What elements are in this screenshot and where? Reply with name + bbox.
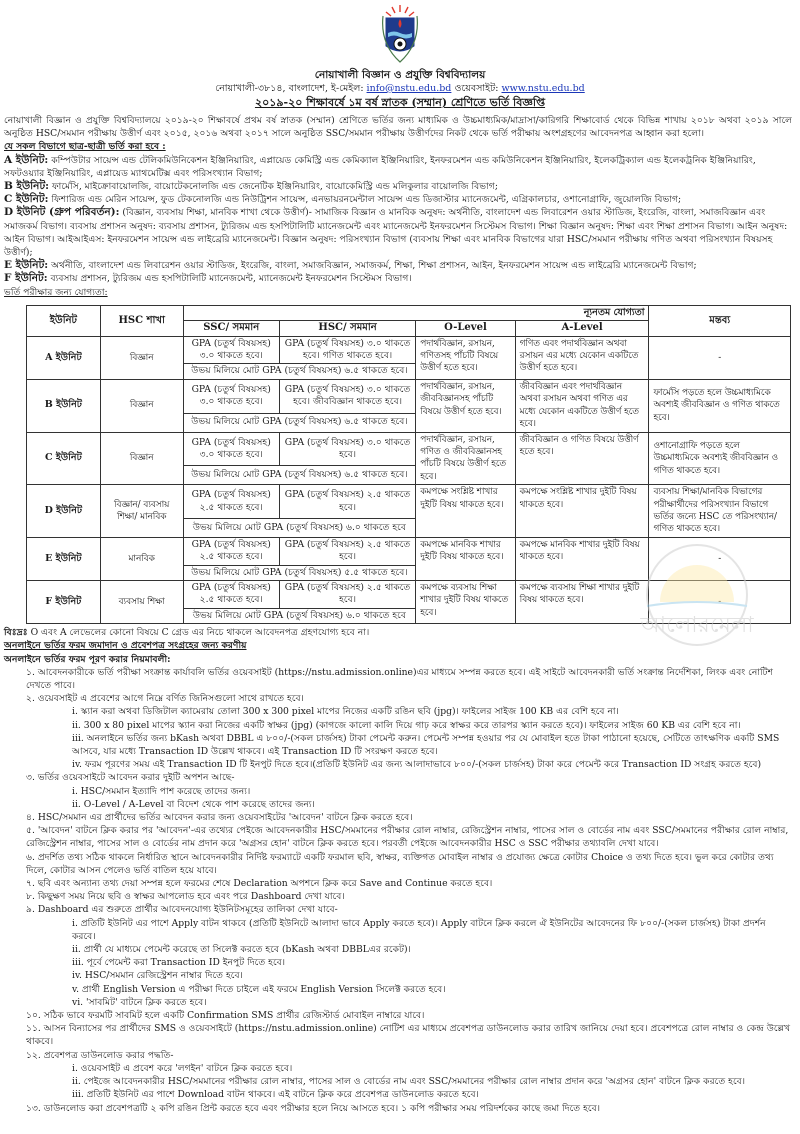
a-level-cell: কমপক্ষে সংশ্লিষ্ট শাখার দুইটি বিষয় থাকতে হবে।: [515, 485, 649, 538]
step-number: ৮.: [26, 891, 35, 903]
o-level-cell: কমপক্ষে মানবিক শাখার দুইটি বিষয় থাকতে হবে।: [416, 537, 515, 580]
watermark-text: আলোরমেলা: [640, 613, 754, 638]
header-remarks: মন্তব্য: [649, 305, 791, 336]
sub-step-text: প্রার্থী যে মাধ্যমে পেমেন্ট করেছে তা সিলেক্ট করতে হবে (bKash অথবা DBBLএর রকেট)।: [83, 944, 411, 956]
sub-step-number: iv.: [72, 759, 82, 771]
sub-step-item: [72, 732, 792, 758]
sub-step-text: HSC/সমমান ইত্যাদি পাশ করেছে তাদের জন্য।: [80, 785, 251, 797]
website-label: ওয়েবসাইট:: [454, 83, 502, 94]
unit-cell: C ইউনিট: [27, 432, 101, 485]
branch-cell: বিজ্ঞান: [100, 336, 183, 379]
sub-step-number: v.: [72, 983, 80, 995]
sub-step-list: [72, 705, 792, 771]
branch-cell: বিজ্ঞান/ ব্যবসায় শিক্ষা/ মানবিক: [100, 485, 183, 538]
sub-step-list: [72, 1062, 792, 1102]
sub-step-text: ওয়েবসাইট এ প্রবেশ করে 'লগইন' বাটনে ক্লিক করতে হবে।: [80, 1062, 293, 1074]
sub-step-number: i.: [72, 785, 78, 797]
step-text: প্রবেশপত্র ডাউনলোড করার পদ্ধতি-: [43, 1049, 174, 1061]
step-item: [26, 692, 792, 771]
unit-cell: B ইউনিট: [27, 379, 101, 432]
unit-f-label: F ইউনিট:: [4, 272, 48, 285]
step-number: ১১.: [26, 1023, 41, 1035]
combined-gpa-cell: উভয় মিলিয়ে মোট GPA (চতুর্থ বিষয়সহ) ৬.৫ থাকতে হবে।: [183, 466, 416, 485]
step-item: [26, 851, 792, 877]
sub-step-number: ii.: [72, 719, 81, 731]
combined-gpa-cell: উভয় মিলিয়ে মোট GPA (চতুর্থ বিষয়সহ) ৬.৫ থাকতে হবে।: [183, 413, 416, 432]
sub-step-text: ফরম পূরণের সময় এই Transaction ID টি ইনপুট দিতে হবে।(প্রতিটি ইউনিট এর জন্য আলাদাভাবে ৮০০/-(সকল চার্জসহ) টাকা করে পেমেন্ট করে Transaction ID সংগ্রহ করতে হবে): [84, 759, 762, 771]
unit-cell: E ইউনিট: [27, 537, 101, 580]
contact-line: [0, 82, 800, 95]
hsc-cell: GPA (চতুর্থ বিষয়সহ) ৩.০ থাকতে হবে। জীববিজ্ঞান থাকতে হবে।: [279, 379, 415, 413]
step-item: [26, 666, 792, 692]
remarks-cell: -: [649, 580, 791, 623]
unit-d-label: D ইউনিট (গ্রুপ পরিবর্তন):: [4, 206, 120, 219]
ssc-cell: GPA (চতুর্থ বিষয়সহ) ২.৫ থাকতে হবে।: [183, 537, 279, 565]
sub-step-list: [72, 917, 792, 1009]
university-name: নোয়াখালী বিজ্ঞান ও প্রযুক্তি বিশ্ববিদ্যালয়: [314, 69, 486, 81]
table-row: [27, 580, 791, 608]
step-item: [26, 1049, 792, 1102]
ssc-cell: GPA (চতুর্থ বিষয়সহ) ২.৫ থাকতে হবে।: [183, 580, 279, 608]
step-item: [26, 1022, 792, 1048]
sub-step-item: [72, 798, 792, 811]
branch-cell: ব্যবসায় শিক্ষা: [100, 580, 183, 623]
combined-gpa-cell: উভয় মিলিয়ে মোট GPA (চতুর্থ বিষয়সহ) ৬.০ থাকতে হবে: [183, 518, 416, 537]
sub-step-item: [72, 956, 792, 969]
sub-step-text: 'সাবমিট' বাটনে ক্লিক করতে হবে।: [85, 996, 207, 1008]
sub-step-text: HSC/সমমান রেজিস্ট্রেশন নাম্বার দিতে হবে।: [84, 970, 243, 982]
step-item: [26, 824, 792, 850]
header-o-level: O-Level: [416, 321, 515, 336]
hsc-cell: GPA (চতুর্থ বিষয়সহ) ২.৫ থাকতে হবে।: [279, 580, 415, 608]
step-text: Dashboard এর শুরুতে প্রার্থীর আবেদনযোগ্য ইউনিটসমূহের তালিকা দেখা যাবে-: [37, 904, 338, 916]
sub-step-number: iv.: [72, 970, 82, 982]
notice-header: [0, 4, 800, 110]
header-minimum: ন্যূনতম যোগ্যতা: [183, 305, 649, 320]
step-number: ১.: [26, 666, 35, 678]
sub-step-item: [72, 1088, 792, 1101]
steps-list: [26, 666, 792, 1115]
hsc-cell: GPA (চতুর্থ বিষয়সহ) ৩.০ থাকতে হবে। গণিত থাকতে হবে।: [279, 336, 415, 364]
o-level-cell: কমপক্ষে ব্যবসায় শিক্ষা শাখার দুইটি বিষয় থাকতে হবে।: [416, 580, 515, 623]
o-level-cell: কমপক্ষে সংশ্লিষ্ট শাখার দুইটি বিষয় থাকতে হবে।: [416, 485, 515, 538]
o-level-cell: পদার্থবিজ্ঞান, রসায়ন, গণিত ও জীববিজ্ঞানসহ পাঁচটি বিষয়ে উত্তীর্ণ হতে হবে।: [416, 432, 515, 485]
step-text: কিছুক্ষণ সময় নিয়ে ছবি ও স্বাক্ষর আপলোড হবে এবং পরে Dashboard দেখা যাবে।: [37, 891, 345, 903]
step-number: ৩.: [26, 772, 35, 784]
sub-step-item: [72, 1075, 792, 1088]
unit-e-label: E ইউনিট:: [4, 259, 49, 272]
unit-b-label: B ইউনিট:: [4, 180, 50, 193]
sub-step-number: iii.: [72, 957, 84, 969]
note-label: বিঃদ্রঃ: [4, 627, 28, 639]
a-level-cell: জীববিজ্ঞান এবং পদার্থবিজ্ঞান অথবা রসায়ন অথবা গণিত এর মধ্যে যেকোন একটিতে উত্তীর্ণ হতে হবে।: [515, 379, 649, 432]
header-unit: ইউনিট: [27, 305, 101, 336]
table-row: [27, 537, 791, 565]
header-hsc-branch: HSC শাখা: [100, 305, 183, 336]
intro-paragraph: নোয়াখালী বিজ্ঞান ও প্রযুক্তি বিশ্ববিদ্যালয়ে ২০১৯-২০ শিক্ষাবর্ষে প্রথম বর্ষ স্নাতক (সম্মান) শ্রেণিতে ভর্তির জন্য মাধ্যমিক ও উচ্চমাধ্যমিক/মাদ্রাসা/কারিগরি শিক্ষাবোর্ড থেকে বিভিন্ন শাখায় ২০১৮ অথবা ২০১৯ সালে অনুষ্ঠিত HSC/সমমান পরীক্ষায় উত্তীর্ণ এবং ২০১৫, ২০১৬ অথবা ২০১৭ সালে অনুষ্ঠিত SSC/সমমান পরীক্ষায় উত্তীর্ণদের নিকট থেকে ভর্তি পরীক্ষায় অংশগ্রহণের আবেদনপত্র আহ্বান করা হলো।: [4, 115, 792, 140]
a-level-cell: জীববিজ্ঞান ও গণিত বিষয়ে উত্তীর্ণ হতে হবে।: [515, 432, 649, 485]
sub-step-text: পূর্বে পেমেন্ট করা Transaction ID ইনপুট দিতে হবে।: [86, 957, 286, 969]
step-number: ১০.: [26, 1010, 41, 1022]
ssc-cell: GPA (চতুর্থ বিষয়সহ) ৩.০ থাকতে হবে।: [183, 336, 279, 364]
remarks-cell: -: [649, 537, 791, 580]
step-number: ৪.: [26, 812, 35, 824]
ssc-cell: GPA (চতুর্থ বিষয়সহ) ৩.০ থাকতে হবে।: [183, 379, 279, 413]
sub-step-number: ii.: [72, 798, 81, 810]
sub-step-item: [72, 719, 792, 732]
header-hsc: HSC/ সমমান: [279, 321, 415, 336]
unit-b-departments: B ইউনিট: ফার্মেসি, মাইক্রোবায়োলজি, বায়োটেকনোলজি এন্ড জেনেটিক ইঞ্জিনিয়ারিং, বায়োকেমিস্ট্রি এন্ড মলিকুলার বায়োলজি বিভাগ;: [4, 180, 498, 193]
step-text: ডাউনলোড করা প্রবেশপত্রটি ২ কপি রঙিন প্রিন্ট করতে হবে এবং পরীক্ষার হলে নিয়ে আসতে হবে। ১ কপি পরীক্ষার সময় পরিদর্শকের কাছে জমা দিতে হবে।: [43, 1102, 601, 1114]
branch-cell: বিজ্ঞান: [100, 432, 183, 485]
table-header-row: [27, 305, 791, 320]
table-body: [27, 336, 791, 624]
combined-gpa-cell: উভয় মিলিয়ে মোট GPA (চতুর্থ বিষয়সহ) ৫.৫ থাকতে হবে।: [183, 565, 416, 580]
step-item: [26, 903, 792, 1009]
university-emblem-icon: [380, 4, 420, 66]
sub-step-number: vi.: [72, 996, 84, 1008]
sub-step-item: [72, 917, 792, 943]
sub-step-text: প্রতিটি ইউনিট এর পাশে Download বাটন থাকবে। এই বাটনে ক্লিক করে প্রবেশপত্র ডাউনলোড করতে হবে।: [86, 1089, 479, 1101]
step-item: [26, 811, 792, 824]
branch-cell: বিজ্ঞান: [100, 379, 183, 432]
a-level-cell: কমপক্ষে ব্যবসায় শিক্ষা শাখার দুইটি বিষয় থাকতে হবে।: [515, 580, 649, 623]
step-number: ৭.: [26, 878, 35, 890]
table-row: [27, 485, 791, 519]
unit-c-departments: C ইউনিট: ফিশারিজ এন্ড মেরিন সায়েন্স, ফুড টেকনোলজি এন্ড নিউট্রিশন সায়েন্স, এনভায়রনমেন্টাল সায়েন্স এন্ড ডিজাস্টার ম্যানেজমেন্ট, এগ্রিকালচার, ওশানোগ্রাফি, জুয়োলজি বিভাগ;: [4, 193, 682, 206]
step-text: 'আবেদন' বাটনে ক্লিক করার পর 'আবেদন'-এর তথ্যের পেইজে আবেদনকারীর HSC/সমমানের পরীক্ষার রোল নাম্বার, রেজিস্ট্রেশন নাম্বার, পাসের সাল ও বোর্ডের নাম এবং SSC/সমমানের পরীক্ষার রোল নাম্বার, রেজিস্ট্রেশন নাম্বার, পাসের সাল ও বোর্ডের নাম প্রদান করে 'অগ্রসর হোন' বাটনে ক্লিক করতে হবে। পরবর্তী পেইজে আবেদনকারীর HSC ও SSC পরীক্ষার তথ্যাবলি দেখা যাবে।: [26, 825, 789, 850]
ssc-cell: GPA (চতুর্থ বিষয়সহ) ২.৫ থাকতে হবে।: [183, 485, 279, 519]
sub-step-number: i.: [72, 706, 78, 718]
hsc-cell: GPA (চতুর্থ বিষয়সহ) ৩.০ থাকতে হবে।: [279, 432, 415, 466]
step-number: ১২.: [26, 1049, 41, 1061]
sub-step-item: [72, 705, 792, 718]
step-text: আবেদনকারীকে ভর্তি পরীক্ষা সংক্রান্ত কার্যাবলি ভর্তির ওয়েবসাইট (https://nstu.admission.online)এর মাধ্যমে সম্পন্ন করতে হবে। এই সাইটে আবেদনকারী ভর্তি সংক্রান্ত নির্দেশিকা, লিংক এবং নোটিশ দেখতে পাবে।: [26, 666, 774, 691]
sub-step-text: 300 x 80 pixel মাপের স্ক্যান করা নিজের একটি স্বাক্ষর (jpg) (কাগজে কালো কালি দিয়ে গাঢ় করে স্বাক্ষর করে তারপর স্ক্যান করতে হবে)। ফাইলের সাইজ 60 KB এর বেশি হবে না।: [83, 719, 741, 731]
notice-body: [0, 114, 800, 1115]
sub-step-number: i.: [72, 1062, 78, 1074]
ssc-cell: GPA (চতুর্থ বিষয়সহ) ৩.০ থাকতে হবে।: [183, 432, 279, 466]
sub-step-number: iii.: [72, 1089, 84, 1101]
step-number: ১৩.: [26, 1102, 41, 1114]
sub-step-item: [72, 983, 792, 996]
combined-gpa-cell: উভয় মিলিয়ে মোট GPA (চতুর্থ বিষয়সহ) ৬.০ থাকতে হবে: [183, 608, 416, 623]
unit-cell: A ইউনিট: [27, 336, 101, 379]
sub-step-number: ii.: [72, 1076, 81, 1088]
step-number: ৬.: [26, 851, 35, 863]
sub-step-item: [72, 1062, 792, 1075]
sub-step-item: [72, 996, 792, 1009]
a-level-cell: কমপক্ষে মানবিক শাখার দুইটি বিষয় থাকতে হবে।: [515, 537, 649, 580]
branch-cell: মানবিক: [100, 537, 183, 580]
sub-step-item: [72, 785, 792, 798]
table-row: [27, 379, 791, 413]
remarks-cell: ব্যবসায় শিক্ষা/মানবিক বিভাগের পরীক্ষার্থীদের পরিসংখ্যান বিভাগে ভর্তির জন্যে HSC তে পরিসংখ্যান/গণিত থাকতে হবে।: [649, 485, 791, 538]
step-text: ওয়েবসাইট এ প্রবেশের আগে নিম্নে বর্ণিত জিনিসগুলো সাথে রাখতে হবে।: [37, 693, 304, 705]
hsc-cell: GPA (চতুর্থ বিষয়সহ) ২.৫ থাকতে হবে।: [279, 485, 415, 519]
sub-step-number: iii.: [72, 732, 84, 744]
step-text: HSC/সমমান এর প্রার্থীদের ভর্তির আবেদন করার জন্য ওয়েবসাইটের 'আবেদন' বাটনে ক্লিক করতে হবে।: [37, 812, 413, 824]
rules-heading: অনলাইনে ভর্তির ফরম পূরণ করার নিয়মাবলী:: [4, 653, 171, 665]
step-item: [26, 890, 792, 903]
note-text: O এবং A লেভেলের কোনো বিষয়ে C গ্রেড এর নিচে থাকলে আবেদনপত্র গ্রহণযোগ্য হবে না।: [27, 627, 370, 639]
website-link[interactable]: www.nstu.edu.bd: [501, 83, 585, 94]
hsc-cell: GPA (চতুর্থ বিষয়সহ) ২.৫ থাকতে হবে।: [279, 537, 415, 565]
step-number: ৯.: [26, 904, 35, 916]
step-text: আসন বিন্যাসের পর প্রার্থীদের SMS ও ওয়েবসাইটে (https://nstu.admission.online) নোটিশ এর মাধ্যমে প্রবেশপত্র ডাউনলোড করার তারিখ জানিয়ে দেয়া হবে। প্রবেশপত্রে রোল নাম্বার ও কেন্দ্র উল্লেখ থাকবে।: [26, 1023, 791, 1048]
header-a-level: A-Level: [515, 321, 649, 336]
email-link[interactable]: info@nstu.edu.bd: [366, 83, 452, 94]
o-level-cell: পদার্থবিজ্ঞান, রসায়ন, জীববিজ্ঞানসহ পাঁচটি বিষয়ে উত্তীর্ণ হতে হবে।: [416, 379, 515, 432]
sub-step-number: i.: [72, 917, 78, 929]
sub-step-text: স্ক্যান করা অথবা ডিজিটাল ক্যামেরায় তোলা 300 x 300 pixel মাপের নিজের একটি রঙিন ছবি (jpg)। ফাইলের সাইজ 100 KB এর বেশি হবে না।: [80, 706, 619, 718]
eligibility-heading: ভর্তি পরীক্ষার জন্য যোগ্যতা:: [4, 286, 108, 298]
eligibility-table: [26, 305, 791, 624]
o-level-cell: পদার্থবিজ্ঞান, রসায়ন, গণিতসহ পাঁচটি বিষয়ে উত্তীর্ণ হতে হবে।: [416, 336, 515, 379]
sub-step-text: পেইজে আবেদনকারীর HSC/সমমানের পরীক্ষার রোল নাম্বার, পাসের সাল ও বোর্ডের নাম এবং SSC/সমমানের পরীক্ষার রোল নাম্বার প্রদান করে 'অগ্রসর হোন' বাটনে ক্লিক করতে হবে।: [83, 1076, 746, 1088]
departments-heading: যে সকল বিভাগে ছাত্র-ছাত্রী ভর্তি করা হবে :: [4, 141, 166, 153]
unit-a-label: A ইউনিট:: [4, 153, 49, 166]
step-text: ভর্তির ওয়েবসাইটে আবেদন করার দুইটি অপশন আছে-: [37, 772, 235, 784]
step-text: সঠিক ভাবে ফরমটি সাবমিট হলে একটি Confirmation SMS প্রার্থীর রেজিস্টার্ড মোবাইল নাম্বারে যাবে।: [43, 1010, 425, 1022]
sub-step-item: [72, 969, 792, 982]
remarks-cell: ফার্মেসি পড়তে হলে উচ্চমাধ্যমিকে অবশ্যই জীববিজ্ঞান ও গণিত থাকতে হবে।: [649, 379, 791, 432]
step-number: ২.: [26, 693, 35, 705]
remarks-cell: -: [649, 336, 791, 379]
step-item: [26, 877, 792, 890]
unit-cell: D ইউনিট: [27, 485, 101, 538]
sub-step-item: [72, 758, 792, 771]
unit-c-label: C ইউনিট:: [4, 193, 49, 206]
step-item: [26, 1102, 792, 1115]
unit-d-departments: D ইউনিট (গ্রুপ পরিবর্তন): (বিজ্ঞান, ব্যবসায় শিক্ষা, মানবিক শাখা থেকে উত্তীর্ণ)- সামাজিক বিজ্ঞান ও মানবিক অনুষদ: অর্থনীতি, বাংলাদেশ এন্ড লিবারেশন ওয়ার স্টাডিজ, ইংরেজি, বাংলা, সমাজবিজ্ঞান এবং সমাজকর্ম বিভাগ। ব্যবসায় প্রশাসন অনুষদ: ব্যবসায় প্রশাসন, ট্যুরিজম এন্ড হসপিটালিটি ম্যানেজমেন্ট এবং ম্যানেজমেন্ট ইনফরমেশন সিস্টেমস বিভাগ। শিক্ষা বিজ্ঞান অনুষদ: শিক্ষা এবং শিক্ষা প্রশাসন বিভাগ। আইন অনুষদ: আইন বিভাগ। আইআইএস: ইনফরমেশন সায়েন্স এন্ড লাইব্রেরি ম্যানেজমেন্ট। বিজ্ঞান অনুষদ: পরিসংখ্যান বিভাগ (ব্যবসায় শিক্ষা এবং মানবিক বিভাগের যারা HSC/সমমান পরীক্ষায় গণিত অথবা পরিসংখ্যান বিষয়সহ উত্তীর্ণ);: [4, 206, 788, 259]
sub-step-list: [72, 785, 792, 811]
notice-title: ২০১৯-২০ শিক্ষাবর্ষে ১ম বর্ষ স্নাতক (সম্মান) শ্রেণিতে ভর্তি বিজ্ঞপ্তি: [254, 96, 546, 109]
note-line: [4, 626, 792, 639]
sub-step-text: প্রতিটি ইউনিট এর পাশে Apply বাটন থাকবে (প্রতিটি ইউনিটে আলাদা ভাবে Apply করতে হবে)। Apply বাটনে ক্লিক করলে ঐ ইউনিটের আবেদনের ফি ৮০০/-(সকল চার্জসহ) টাকা প্রদর্শন করবে।: [72, 917, 766, 942]
address-text: নোয়াখালী-৩৮১৪, বাংলাদেশ, ই-মেইল:: [215, 83, 367, 94]
sub-step-number: ii.: [72, 944, 81, 956]
sub-step-item: [72, 943, 792, 956]
unit-f-departments: F ইউনিট: ব্যবসায় প্রশাসন, ট্যুরিজম এন্ড হসপিটালিটি ম্যানেজমেন্ট, ম্যানেজমেন্ট ইনফরমেশন সিস্টেমস বিভাগ।: [4, 272, 412, 285]
step-item: [26, 1009, 792, 1022]
step-item: [26, 771, 792, 811]
combined-gpa-cell: উভয় মিলিয়ে মোট GPA (চতুর্থ বিষয়সহ) ৬.৫ থাকতে হবে।: [183, 364, 416, 379]
sub-step-text: O-Level / A-Level বা বিদেশ থেকে পাশ করেছে তাদের জন্য।: [83, 798, 315, 810]
a-level-cell: গণিত এবং পদার্থবিজ্ঞান অথবা রসায়ন এর মধ্যে যেকোন একটিতে উত্তীর্ণ হতে হবে।: [515, 336, 649, 379]
sub-step-text: প্রার্থী English Version এ পরীক্ষা দিতে চাইলে এই ফরমে English Version সিলেক্ট করতে হবে।: [81, 983, 446, 995]
step-text: প্রদর্শিত তথ্য সঠিক থাকলে নির্ধারিত স্থানে আবেদনকারীর নির্দিষ্ট ফরম্যাটে একটি ফরমাল ছবি, স্বাক্ষর, ব্যক্তিগত মোবাইল নাম্বার ও প্রযোজ্য ক্ষেত্রে কোটার Choice ও তথ্য দিতে হবে। ভুল করে কোটার তথ্য দিলে, কোটার আসন পেলেও ভর্তি বাতিল হয়ে যাবে।: [26, 851, 774, 876]
header-ssc: SSC/ সমমান: [183, 321, 279, 336]
table-row: [27, 336, 791, 364]
online-heading: অনলাইনে ভর্তির ফরম জমাদান ও প্রবেশপত্র সংগ্রহের জন্য করণীয়: [4, 640, 247, 652]
step-text: ছবি এবং অন্যান্য তথ্য দেয়া সম্পন্ন হলে ফরমের শেষে Declaration অপশনে ক্লিক করে Save and Continue করতে হবে।: [37, 878, 493, 890]
step-number: ৫.: [26, 825, 35, 837]
unit-e-departments: E ইউনিট: অর্থনীতি, বাংলাদেশ এন্ড লিবারেশন ওয়ার স্টাডিজ, ইংরেজি, বাংলা, সমাজবিজ্ঞান, সমাজকর্ম, শিক্ষা, শিক্ষা প্রশাসন, আইন, ইনফরমেশন সায়েন্স এন্ড লাইব্রেরি ম্যানেজমেন্ট বিভাগ;: [4, 259, 697, 272]
table-row: [27, 432, 791, 466]
unit-cell: F ইউনিট: [27, 580, 101, 623]
sub-step-text: অনলাইনে ভর্তির জন্য bKash অথবা DBBL এ ৮০০/-(সকল চার্জসহ) টাকা পেমেন্ট করুন। পেমেন্ট সম্পন্ন হওয়ার পর যে মোবাইল হতে টাকা পাঠানো হয়েছে, সেটিতে তাৎক্ষণিক একটি SMS আসবে, যার মধ্যে Transaction ID উল্লেখ থাকবে। এই Transaction ID টি সংরক্ষণ করতে হবে।: [72, 732, 780, 758]
remarks-cell: ওশানোগ্রাফি পড়তে হলে উচ্চমাধ্যমিকে অবশ্যই জীববিজ্ঞান ও গণিত থাকতে হবে।: [649, 432, 791, 485]
unit-a-departments: A ইউনিট: কম্পিউটার সায়েন্স এন্ড টেলিকমিউনিকেশন ইঞ্জিনিয়ারিং, এপ্লায়েড কেমিস্ট্রি এন্ড কেমিক্যাল ইঞ্জিনিয়ারিং, ইনফরমেশন এন্ড কমিউনিকেশন ইঞ্জিনিয়ারিং, ইলেকট্রিক্যাল এন্ড ইলেকট্রনিক ইঞ্জিনিয়ারিং, সফটওয়্যার ইঞ্জিনিয়ারিং, এপ্লায়েড ম্যাথমেটিক্স এবং পরিসংখ্যান বিভাগ;: [4, 153, 756, 179]
